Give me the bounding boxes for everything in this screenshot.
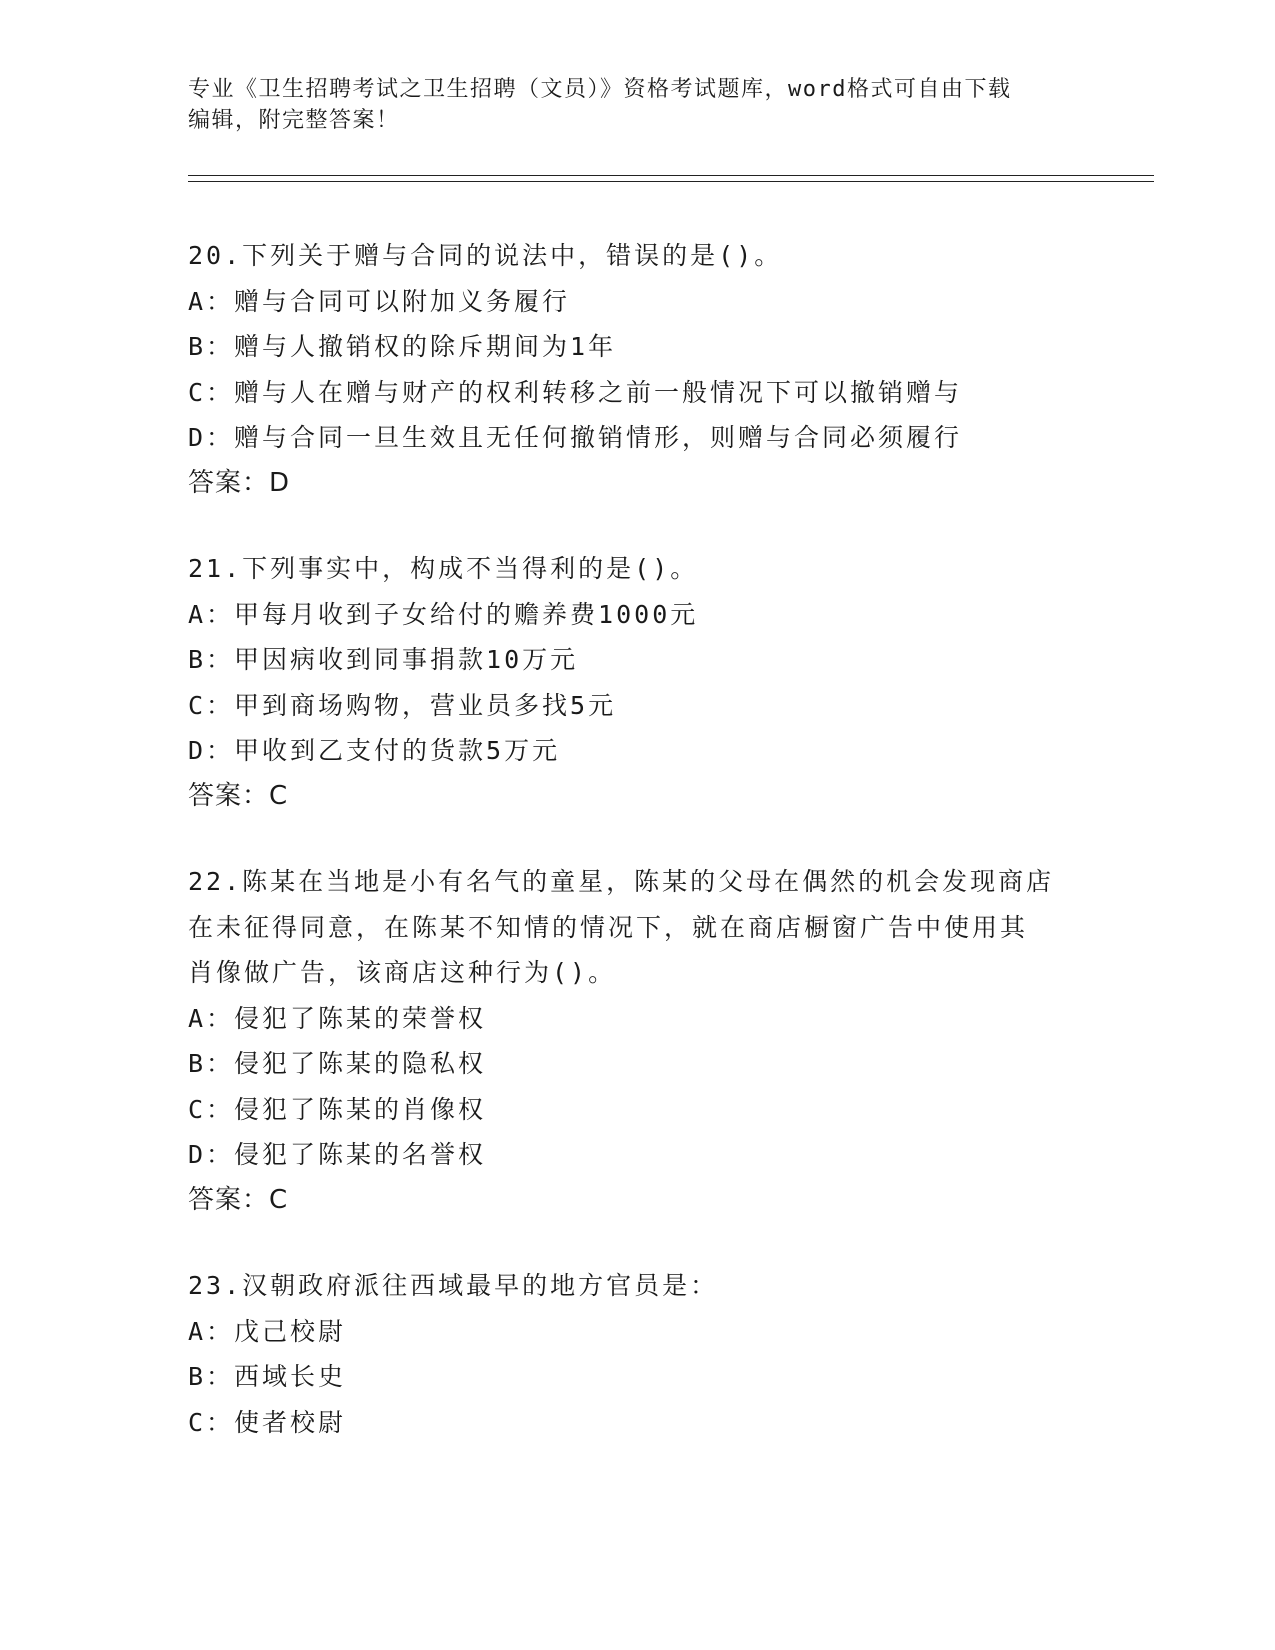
option-b: B：赠与人撤销权的除斥期间为1年 (188, 332, 617, 361)
question-stem-line: 22.陈某在当地是小有名气的童星，陈某的父母在偶然的机会发现商店 (188, 867, 1055, 896)
option-c: C：赠与人在赠与财产的权利转移之前一般情况下可以撤销赠与 (188, 377, 963, 407)
question-stem-line: 肖像做广告，该商店这种行为()。 (188, 958, 617, 987)
question-20 (188, 233, 1088, 506)
option-b: B：甲因病收到同事捐款10万元 (188, 645, 579, 674)
question-23 (188, 1263, 1088, 1445)
question-list (188, 233, 1088, 1485)
option-a: A：赠与合同可以附加义务履行 (188, 286, 571, 316)
option-c: C：使者校尉 (188, 1407, 347, 1437)
header-line-2: 编辑，附完整答案！ (188, 108, 400, 133)
question-21 (188, 546, 1088, 819)
header-divider-bottom (188, 181, 1154, 182)
header-line-1: 专业《卫生招聘考试之卫生招聘（文员）》资格考试题库，word格式可自由下载 (188, 77, 1012, 102)
option-b: B：侵犯了陈某的隐私权 (188, 1049, 487, 1078)
question-stem-line: 23.汉朝政府派往西域最早的地方官员是： (188, 1271, 719, 1300)
answer-line: 答案：C (188, 1184, 289, 1215)
option-d: D：侵犯了陈某的名誉权 (188, 1140, 487, 1169)
option-c: C：侵犯了陈某的肖像权 (188, 1094, 487, 1124)
header-divider-top (188, 175, 1154, 176)
option-a: A：戊己校尉 (188, 1316, 347, 1346)
question-stem-line: 21.下列事实中，构成不当得利的是()。 (188, 554, 699, 583)
option-c: C：甲到商场购物，营业员多找5元 (188, 690, 617, 720)
document-header (188, 74, 1068, 136)
option-a: A：侵犯了陈某的荣誉权 (188, 1003, 487, 1033)
question-22 (188, 859, 1088, 1223)
question-stem-line: 在未征得同意，在陈某不知情的情况下，就在商店橱窗广告中使用其 (188, 912, 1029, 942)
option-b: B：西域长史 (188, 1362, 347, 1391)
option-d: D：甲收到乙支付的货款5万元 (188, 736, 561, 765)
answer-line: 答案：C (188, 780, 289, 811)
option-a: A：甲每月收到子女给付的赡养费1000元 (188, 599, 699, 629)
question-stem-line: 20.下列关于赠与合同的说法中，错误的是()。 (188, 241, 783, 270)
option-d: D：赠与合同一旦生效且无任何撤销情形，则赠与合同必须履行 (188, 423, 963, 452)
answer-line: 答案：D (188, 467, 291, 498)
